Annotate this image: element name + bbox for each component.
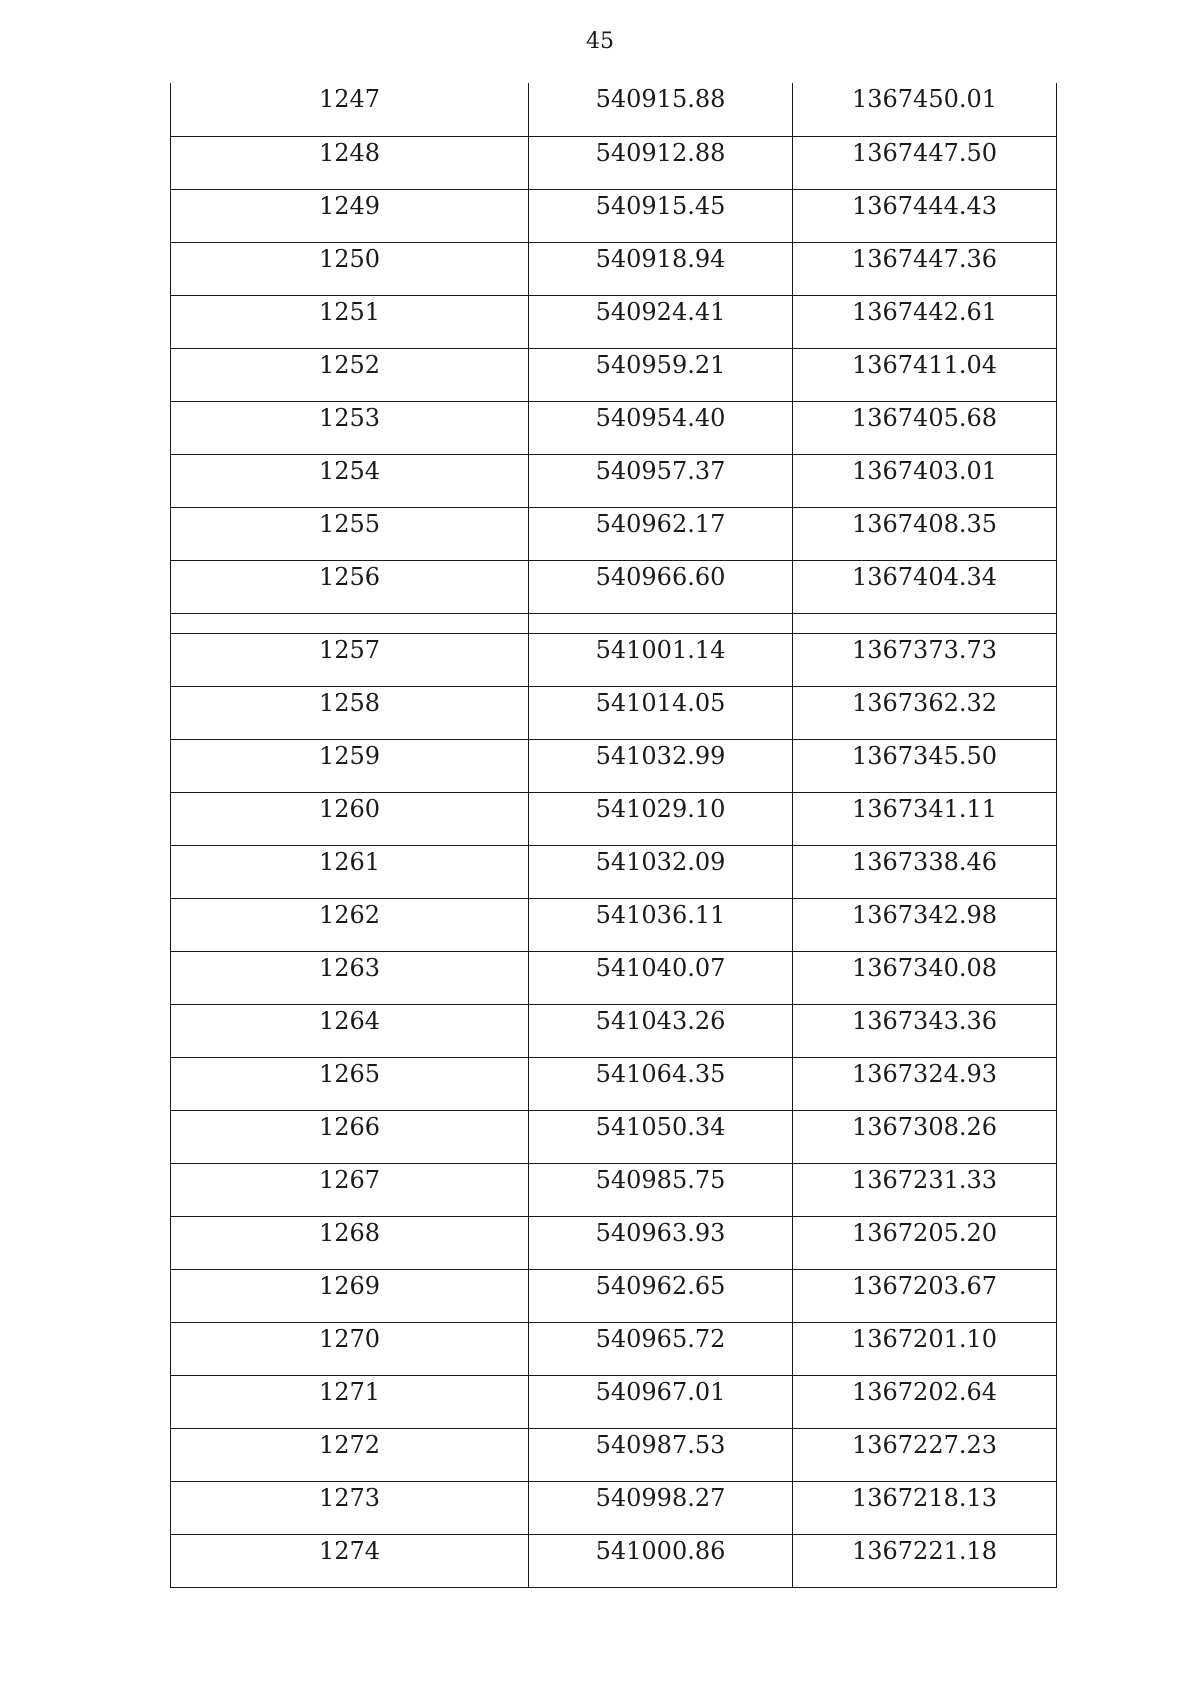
x-coordinate-cell: 541032.09	[529, 845, 793, 898]
table-row	[171, 686, 1057, 739]
x-coordinate-cell: 540966.60	[529, 560, 793, 613]
y-coordinate-cell: 1367203.67	[793, 1269, 1057, 1322]
point-number-cell: 1260	[171, 792, 529, 845]
point-number-cell: 1261	[171, 845, 529, 898]
y-coordinate-cell: 1367404.34	[793, 560, 1057, 613]
y-coordinate-cell: 1367444.43	[793, 189, 1057, 242]
point-number-cell: 1257	[171, 633, 529, 686]
y-coordinate-cell: 1367447.50	[793, 136, 1057, 189]
point-number-cell: 1272	[171, 1428, 529, 1481]
table-row	[171, 633, 1057, 686]
table-row	[171, 507, 1057, 560]
y-coordinate-cell: 1367342.98	[793, 898, 1057, 951]
table-row	[171, 136, 1057, 189]
point-number-cell: 1247	[171, 83, 529, 136]
x-coordinate-cell: 540965.72	[529, 1322, 793, 1375]
x-coordinate-cell: 540954.40	[529, 401, 793, 454]
table-row	[171, 242, 1057, 295]
y-coordinate-cell: 1367447.36	[793, 242, 1057, 295]
x-coordinate-cell: 540967.01	[529, 1375, 793, 1428]
point-number-cell: 1264	[171, 1004, 529, 1057]
y-coordinate-cell: 1367403.01	[793, 454, 1057, 507]
y-coordinate-cell: 1367362.32	[793, 686, 1057, 739]
point-number-cell: 1268	[171, 1216, 529, 1269]
table-row	[171, 1428, 1057, 1481]
x-coordinate-cell: 541001.14	[529, 633, 793, 686]
x-coordinate-cell: 540918.94	[529, 242, 793, 295]
table-row	[171, 454, 1057, 507]
table-row	[171, 845, 1057, 898]
x-coordinate-cell: 540987.53	[529, 1428, 793, 1481]
y-coordinate-cell: 1367227.23	[793, 1428, 1057, 1481]
empty-cell	[171, 613, 529, 633]
point-number-cell: 1248	[171, 136, 529, 189]
point-number-cell: 1254	[171, 454, 529, 507]
empty-separator-row	[171, 613, 1057, 633]
table-row	[171, 1004, 1057, 1057]
x-coordinate-cell: 541040.07	[529, 951, 793, 1004]
table-row	[171, 401, 1057, 454]
x-coordinate-cell: 540962.17	[529, 507, 793, 560]
table-row	[171, 1375, 1057, 1428]
x-coordinate-cell: 540957.37	[529, 454, 793, 507]
y-coordinate-cell: 1367221.18	[793, 1534, 1057, 1587]
empty-cell	[793, 613, 1057, 633]
y-coordinate-cell: 1367338.46	[793, 845, 1057, 898]
point-number-cell: 1255	[171, 507, 529, 560]
y-coordinate-cell: 1367340.08	[793, 951, 1057, 1004]
x-coordinate-cell: 541032.99	[529, 739, 793, 792]
point-number-cell: 1252	[171, 348, 529, 401]
table-row	[171, 1322, 1057, 1375]
table-row	[171, 83, 1057, 136]
x-coordinate-cell: 540915.45	[529, 189, 793, 242]
point-number-cell: 1271	[171, 1375, 529, 1428]
point-number-cell: 1256	[171, 560, 529, 613]
y-coordinate-cell: 1367205.20	[793, 1216, 1057, 1269]
point-number-cell: 1253	[171, 401, 529, 454]
point-number-cell: 1265	[171, 1057, 529, 1110]
table-row	[171, 189, 1057, 242]
table-row	[171, 1534, 1057, 1587]
table-row	[171, 1481, 1057, 1534]
point-number-cell: 1274	[171, 1534, 529, 1587]
y-coordinate-cell: 1367231.33	[793, 1163, 1057, 1216]
table-row	[171, 792, 1057, 845]
y-coordinate-cell: 1367450.01	[793, 83, 1057, 136]
coordinates-table	[170, 83, 1057, 1588]
x-coordinate-cell: 540915.88	[529, 83, 793, 136]
table-row	[171, 295, 1057, 348]
y-coordinate-cell: 1367341.11	[793, 792, 1057, 845]
table-row	[171, 1269, 1057, 1322]
table-row	[171, 1216, 1057, 1269]
table-row	[171, 1057, 1057, 1110]
x-coordinate-cell: 540959.21	[529, 348, 793, 401]
y-coordinate-cell: 1367411.04	[793, 348, 1057, 401]
y-coordinate-cell: 1367201.10	[793, 1322, 1057, 1375]
y-coordinate-cell: 1367442.61	[793, 295, 1057, 348]
y-coordinate-cell: 1367202.64	[793, 1375, 1057, 1428]
x-coordinate-cell: 540924.41	[529, 295, 793, 348]
point-number-cell: 1269	[171, 1269, 529, 1322]
x-coordinate-cell: 541043.26	[529, 1004, 793, 1057]
y-coordinate-cell: 1367308.26	[793, 1110, 1057, 1163]
x-coordinate-cell: 541000.86	[529, 1534, 793, 1587]
y-coordinate-cell: 1367408.35	[793, 507, 1057, 560]
y-coordinate-cell: 1367218.13	[793, 1481, 1057, 1534]
x-coordinate-cell: 540985.75	[529, 1163, 793, 1216]
point-number-cell: 1259	[171, 739, 529, 792]
empty-cell	[529, 613, 793, 633]
x-coordinate-cell: 540912.88	[529, 136, 793, 189]
point-number-cell: 1273	[171, 1481, 529, 1534]
y-coordinate-cell: 1367345.50	[793, 739, 1057, 792]
table-row	[171, 1163, 1057, 1216]
point-number-cell: 1263	[171, 951, 529, 1004]
point-number-cell: 1249	[171, 189, 529, 242]
x-coordinate-cell: 540963.93	[529, 1216, 793, 1269]
point-number-cell: 1258	[171, 686, 529, 739]
x-coordinate-cell: 541064.35	[529, 1057, 793, 1110]
table-row	[171, 348, 1057, 401]
table-row	[171, 560, 1057, 613]
x-coordinate-cell: 540962.65	[529, 1269, 793, 1322]
y-coordinate-cell: 1367373.73	[793, 633, 1057, 686]
table-row	[171, 739, 1057, 792]
point-number-cell: 1267	[171, 1163, 529, 1216]
y-coordinate-cell: 1367405.68	[793, 401, 1057, 454]
x-coordinate-cell: 541014.05	[529, 686, 793, 739]
x-coordinate-cell: 541036.11	[529, 898, 793, 951]
y-coordinate-cell: 1367343.36	[793, 1004, 1057, 1057]
point-number-cell: 1262	[171, 898, 529, 951]
point-number-cell: 1270	[171, 1322, 529, 1375]
table-row	[171, 1110, 1057, 1163]
point-number-cell: 1266	[171, 1110, 529, 1163]
point-number-cell: 1250	[171, 242, 529, 295]
x-coordinate-cell: 540998.27	[529, 1481, 793, 1534]
x-coordinate-cell: 541029.10	[529, 792, 793, 845]
page-number: 45	[586, 29, 614, 54]
table-row	[171, 951, 1057, 1004]
y-coordinate-cell: 1367324.93	[793, 1057, 1057, 1110]
x-coordinate-cell: 541050.34	[529, 1110, 793, 1163]
table-row	[171, 898, 1057, 951]
point-number-cell: 1251	[171, 295, 529, 348]
table-body	[171, 83, 1057, 1587]
